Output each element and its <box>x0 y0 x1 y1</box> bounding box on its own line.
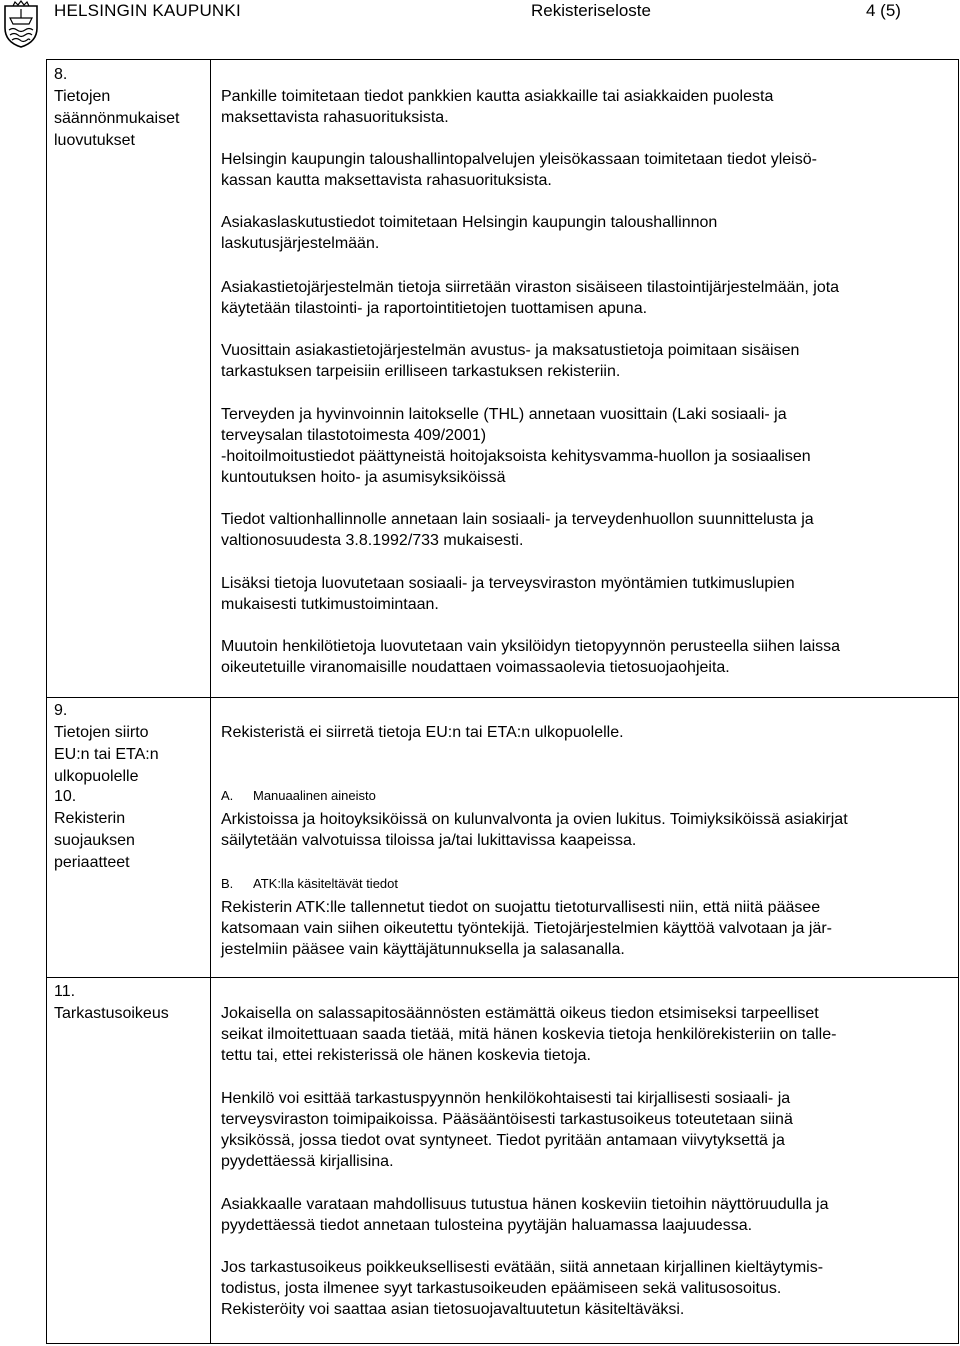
page-number: 4 (5) <box>866 1 901 20</box>
paragraph: Asiakastietojärjestelmän tietoja siirretään viraston sisäiseen tilastointijärjestelmään, jota käytetään tilastointi- ja raportointitietojen tuottamisen apuna. <box>221 279 840 317</box>
section-label-8: 8. Tietojen säännönmukaiset luovutukset <box>54 66 180 149</box>
paragraph: Vuosittain asiakastietojärjestelmän avustus- ja maksatustietoja poimitaan sisäisen tarkastuksen tarpeisiin erilliseen tarkastuksen rekisteriin. <box>221 342 800 380</box>
section-label-10: 10. Rekisterin suojauksen periaatteet <box>54 788 135 871</box>
paragraph: Rekisterin ATK:lle tallennetut tiedot on suojattu tietoturvallisesti niin, että niitä pääsee katsomaan vain siihen oikeutettu työntekijä. Tietojärjestelmien käyttöä valvotaan ja jär- jestelmiin pääsee vain käyttäjätunnuksella ja salasanalla. <box>221 899 832 958</box>
paragraph: Jokaisella on salassapitosäännösten estämättä oikeus tiedon etsimiseksi tarpeelliset seikat ilmoitettuaan saada tietää, mitä hänen koskevia tietoja henkilörekisteriin on talle- tettu tai, ettei rekisterissä ole hänen koskevia tietoja. <box>221 1005 837 1064</box>
section-label-9: 9. Tietojen siirto EU:n tai ETA:n ulkopuolelle <box>54 702 159 785</box>
subsection-heading: B. ATK:lla käsiteltävät tiedot <box>221 876 398 891</box>
paragraph: Muutoin henkilötietoja luovutetaan vain yksilöidyn tietopyynnön perusteella siihen laissa oikeutetuille viranomaisille noudattaen voimassaolevia tietosuojaohjeita. <box>221 638 841 676</box>
paragraph: Arkistoissa ja hoitoyksiköissä on kulunvalvonta ja ovien lukitus. Toimiyksiköissä asiakirjat säilytetään valvotuissa tiloissa ja/tai lukittavissa kaapeissa. <box>221 811 848 849</box>
document-title: Rekisteriseloste <box>531 1 651 20</box>
subsection-heading: A. Manuaalinen aineisto <box>221 788 376 803</box>
paragraph: Terveyden ja hyvinvoinnin laitokselle (THL) annetaan vuosittain (Laki sosiaali- ja terveysalan tilastotoimesta 409/2001) -hoitoilmoitustiedot päättyneistä hoitojaksoista kehitysvamma-huollon ja sosiaalisen kuntoutuksen hoito- ja asumisyksiköissä <box>221 406 811 486</box>
coat-of-arms-icon <box>2 0 40 48</box>
section-label-11: 11. Tarkastusoikeus <box>54 983 169 1022</box>
paragraph: Helsingin kaupungin taloushallintopalvelujen yleisökassaan toimitetaan tiedot yleisö- kassan kautta maksettavista rahasuorituksista. <box>221 151 817 189</box>
paragraph: Asiakkaalle varataan mahdollisuus tutustua hänen koskeviin tietoihin näyttöruudulla ja pyydettäessä tiedot annetaan tulosteina pyytäjän haluamassa laajuudessa. <box>221 1196 829 1234</box>
page-header <box>0 0 960 50</box>
column-divider <box>210 59 211 1344</box>
paragraph: Henkilö voi esittää tarkastuspyynnön henkilökohtaisesti tai kirjallisesti sosiaali- ja terveysviraston toimipaikoissa. Pääsääntöisesti tarkastusoikeus toteutetaan siinä yksikössä, jossa tiedot ovat syntyneet. Tiedot pyritään antamaan viivytyksettä ja pyydettäessä kirjallisina. <box>221 1090 793 1170</box>
paragraph: Jos tarkastusoikeus poikkeuksellisesti evätään, siitä annetaan kirjallinen kieltäytymis- todistus, josta ilmenee syyt tarkastusoikeuden epäämiseen sekä valitusosoitus. Rekisteröity voi saattaa asian tietosuojavaltuutetun käsiteltäväksi. <box>221 1259 824 1318</box>
row-divider <box>46 977 959 978</box>
paragraph: Lisäksi tietoja luovutetaan sosiaali- ja terveysviraston myöntämien tutkimuslupien mukaisesti tutkimustoimintaan. <box>221 575 795 613</box>
city-name: HELSINGIN KAUPUNKI <box>54 1 241 20</box>
row-divider <box>46 697 959 698</box>
paragraph: Pankille toimitetaan tiedot pankkien kautta asiakkaille tai asiakkaiden puolesta maksettavista rahasuorituksista. <box>221 88 774 126</box>
paragraph: Rekisteristä ei siirretä tietoja EU:n tai ETA:n ulkopuolelle. <box>221 724 624 741</box>
paragraph: Tiedot valtionhallinnolle annetaan lain sosiaali- ja terveydenhuollon suunnittelusta ja valtionosuudesta 3.8.1992/733 mukaisesti. <box>221 511 814 549</box>
paragraph: Asiakaslaskutustiedot toimitetaan Helsingin kaupungin taloushallinnon laskutusjärjestelmään. <box>221 214 718 252</box>
